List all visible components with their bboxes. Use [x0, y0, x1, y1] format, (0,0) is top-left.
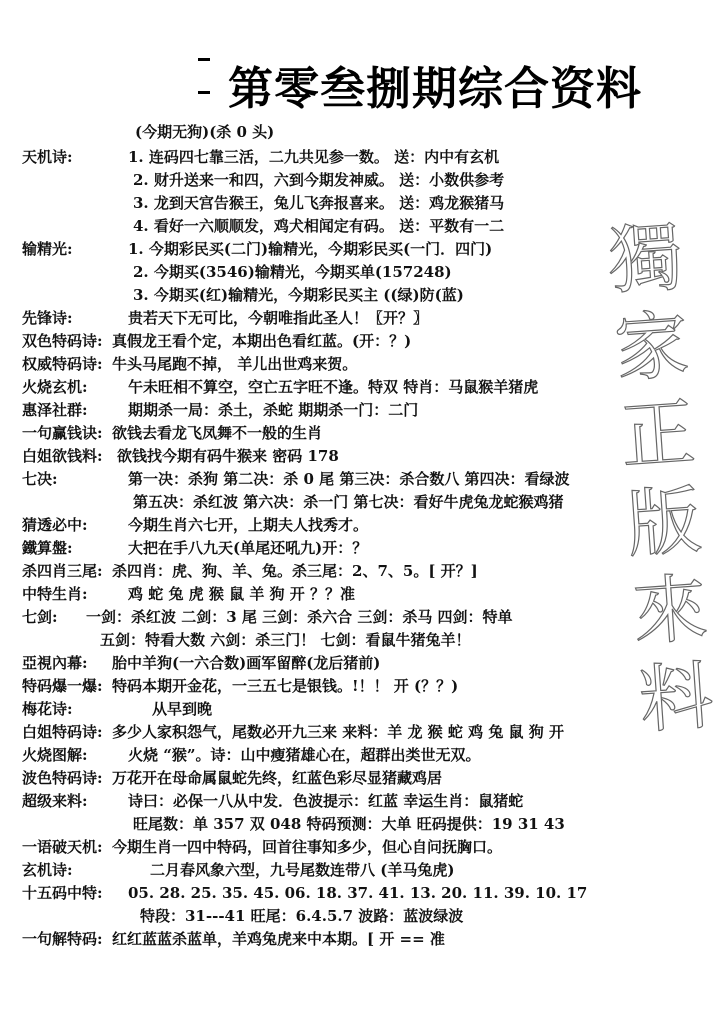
line-text: 今期生肖一四中特码，回首往事知多少，但心自问抚胸口。	[112, 838, 503, 856]
line-text: 4. 看好一六顺顺发，鸡犬相闻定有码。 送：平数有一二	[133, 217, 505, 235]
line-text: 一剑：杀红波 二剑：3 尾 三剑：杀六合 三剑：杀马 四剑：特单	[86, 608, 513, 626]
watermark-char: 正	[618, 389, 698, 481]
line-text: 红红蓝蓝杀蓝单，羊鸡兔虎来中本期。[ 开 == 准	[112, 930, 445, 948]
line-text: 欲钱找今期有码牛猴来 密码 178	[117, 447, 339, 465]
line-label: 十五码中特:	[22, 884, 103, 902]
line-text: 大把在手八九天(单尾还吼九)开：？	[128, 539, 368, 557]
line-text: 3. 龙到天宫告猴王，兔儿飞奔报喜来。 送：鸡龙猴猪马	[133, 194, 505, 212]
line-text: 2. 今期买(3546)输精光，今期买单(157248)	[133, 263, 452, 281]
line-text: 贵若天下无可比，今朝唯指此圣人！〖开？〗	[128, 309, 429, 327]
line-label: 中特生肖:	[22, 585, 88, 603]
line-text: 特段：31---41 旺尾：6.4.5.7 波路：蓝波绿波	[140, 907, 464, 925]
line-text: 五剑：特看大数 六剑：杀三门！ 七剑：看鼠牛猪兔羊！	[100, 631, 471, 649]
line-text: 诗曰：必保一八从中发．色波提示：红蓝 幸运生肖：鼠猪蛇	[128, 792, 524, 810]
line-label: 杀四肖三尾:	[22, 562, 103, 580]
watermark-char: 來	[630, 565, 711, 657]
title-fragment	[198, 58, 210, 94]
line-text: 特码本期开金花，一三五七是银钱。!！！ 开 (？？)	[112, 677, 459, 695]
line-text: 欲钱去看龙飞凤舞不一般的生肖	[112, 424, 323, 442]
line-label: 波色特码诗:	[22, 769, 103, 787]
line-label: 梅花诗:	[22, 700, 73, 718]
watermark-char: 料	[636, 652, 717, 744]
line-text: 万花开在母命属鼠蛇先终，红蓝色彩尽显猪藏鸡居	[112, 769, 443, 787]
line-text: 牛头马尾跑不掉， 羊儿出世鸡来贺。	[112, 355, 358, 373]
line-text: 1. 今期彩民买(二门)输精光，今期彩民买(一门．四门)	[128, 240, 493, 258]
line-text: 午未旺相不算空，空亡五字旺不逢。特双 特肖：马鼠猴羊猪虎	[128, 378, 539, 396]
line-text: 今期生肖六七开，上期夫人找秀才。	[128, 516, 369, 534]
line-label: 先锋诗:	[22, 309, 73, 327]
line-label: 火烧玄机:	[22, 378, 88, 396]
line-label: 惠泽社群:	[22, 401, 88, 419]
line-label: 权威特码诗:	[22, 355, 103, 373]
line-text: 从早到晚	[152, 700, 213, 718]
line-text: 胎中羊狗(一六合数)画军留醉(龙后猪前)	[112, 654, 381, 672]
line-label: 白姐特码诗:	[22, 723, 103, 741]
line-text: 旺尾数：单 357 双 048 特码预测：大单 旺码提供：19 31 43	[133, 815, 565, 833]
watermark-char: 家	[611, 301, 692, 393]
line-text: 期期杀一局：杀土，杀蛇 期期杀一门：二门	[128, 401, 419, 419]
line-text: 05. 28. 25. 35. 45. 06. 18. 37. 41. 13. 20. 11. 39. 10. 17	[128, 884, 588, 902]
page-title: 第零叁捌期综合资料	[228, 62, 643, 115]
line-label: 一语破天机:	[22, 838, 103, 856]
line-text: 杀四肖：虎、狗、羊、兔。杀三尾：2、7、5。[ 开？]	[112, 562, 478, 580]
line-label: 双色特码诗:	[22, 332, 103, 350]
line-label: 天机诗:	[22, 148, 73, 166]
line-text: 第一决：杀狗 第二决：杀 0 尾 第三决：杀合数八 第四决：看绿波	[128, 470, 570, 488]
watermark	[594, 212, 723, 746]
watermark-char: 獨	[605, 214, 686, 306]
line-label: 输精光:	[22, 240, 73, 258]
line-label: 特码爆一爆:	[22, 677, 103, 695]
line-label: 白姐欲钱料:	[22, 447, 103, 465]
line-label: 一句解特码:	[22, 930, 103, 948]
line-text: 多少人家积怨气，尾数必开九三来 来料：羊 龙 猴 蛇 鸡 兔 鼠 狗 开	[112, 723, 565, 741]
line-text: 火烧 “猴”。诗：山中瘦猪雄心在，超群出类世无双。	[128, 746, 481, 764]
line-text: 鸡 蛇 兔 虎 猴 鼠 羊 狗 开 ？？准	[128, 585, 356, 603]
line-label: 超级来料:	[22, 792, 88, 810]
line-text: 真假龙王看个定，本期出色看红蓝。(开：？)	[112, 332, 412, 350]
line-label: 亞視內幕:	[22, 654, 88, 672]
line-label: 七决:	[22, 470, 58, 488]
line-label: 火烧图解:	[22, 746, 88, 764]
line-text: 2. 财升送来一和四，六到今期发神威。 送：小数供参考	[133, 171, 505, 189]
line-label: 七剑:	[22, 608, 58, 626]
line-label: 鐵算盤:	[22, 539, 73, 557]
line-text: 二月春风象六型，九号尾数连带八 (羊马兔虎)	[150, 861, 455, 879]
line-text: 1. 连码四七靠三活，二九共见参一数。 送：内中有玄机	[128, 148, 500, 166]
line-label: 猜透必中:	[22, 516, 88, 534]
line-label: 玄机诗:	[22, 861, 73, 879]
watermark-char: 版	[624, 477, 704, 569]
line-label: 一句赢钱诀:	[22, 424, 103, 442]
line-text: 3. 今期买(红)输精光，今期彩民买主 ((绿)防(蓝)	[133, 286, 464, 304]
line-text: 第五决：杀红波 第六决：杀一门 第七决：看好牛虎兔龙蛇猴鸡猪	[133, 493, 564, 511]
subtitle: (今期无狗)(杀 0 头)	[135, 123, 275, 141]
